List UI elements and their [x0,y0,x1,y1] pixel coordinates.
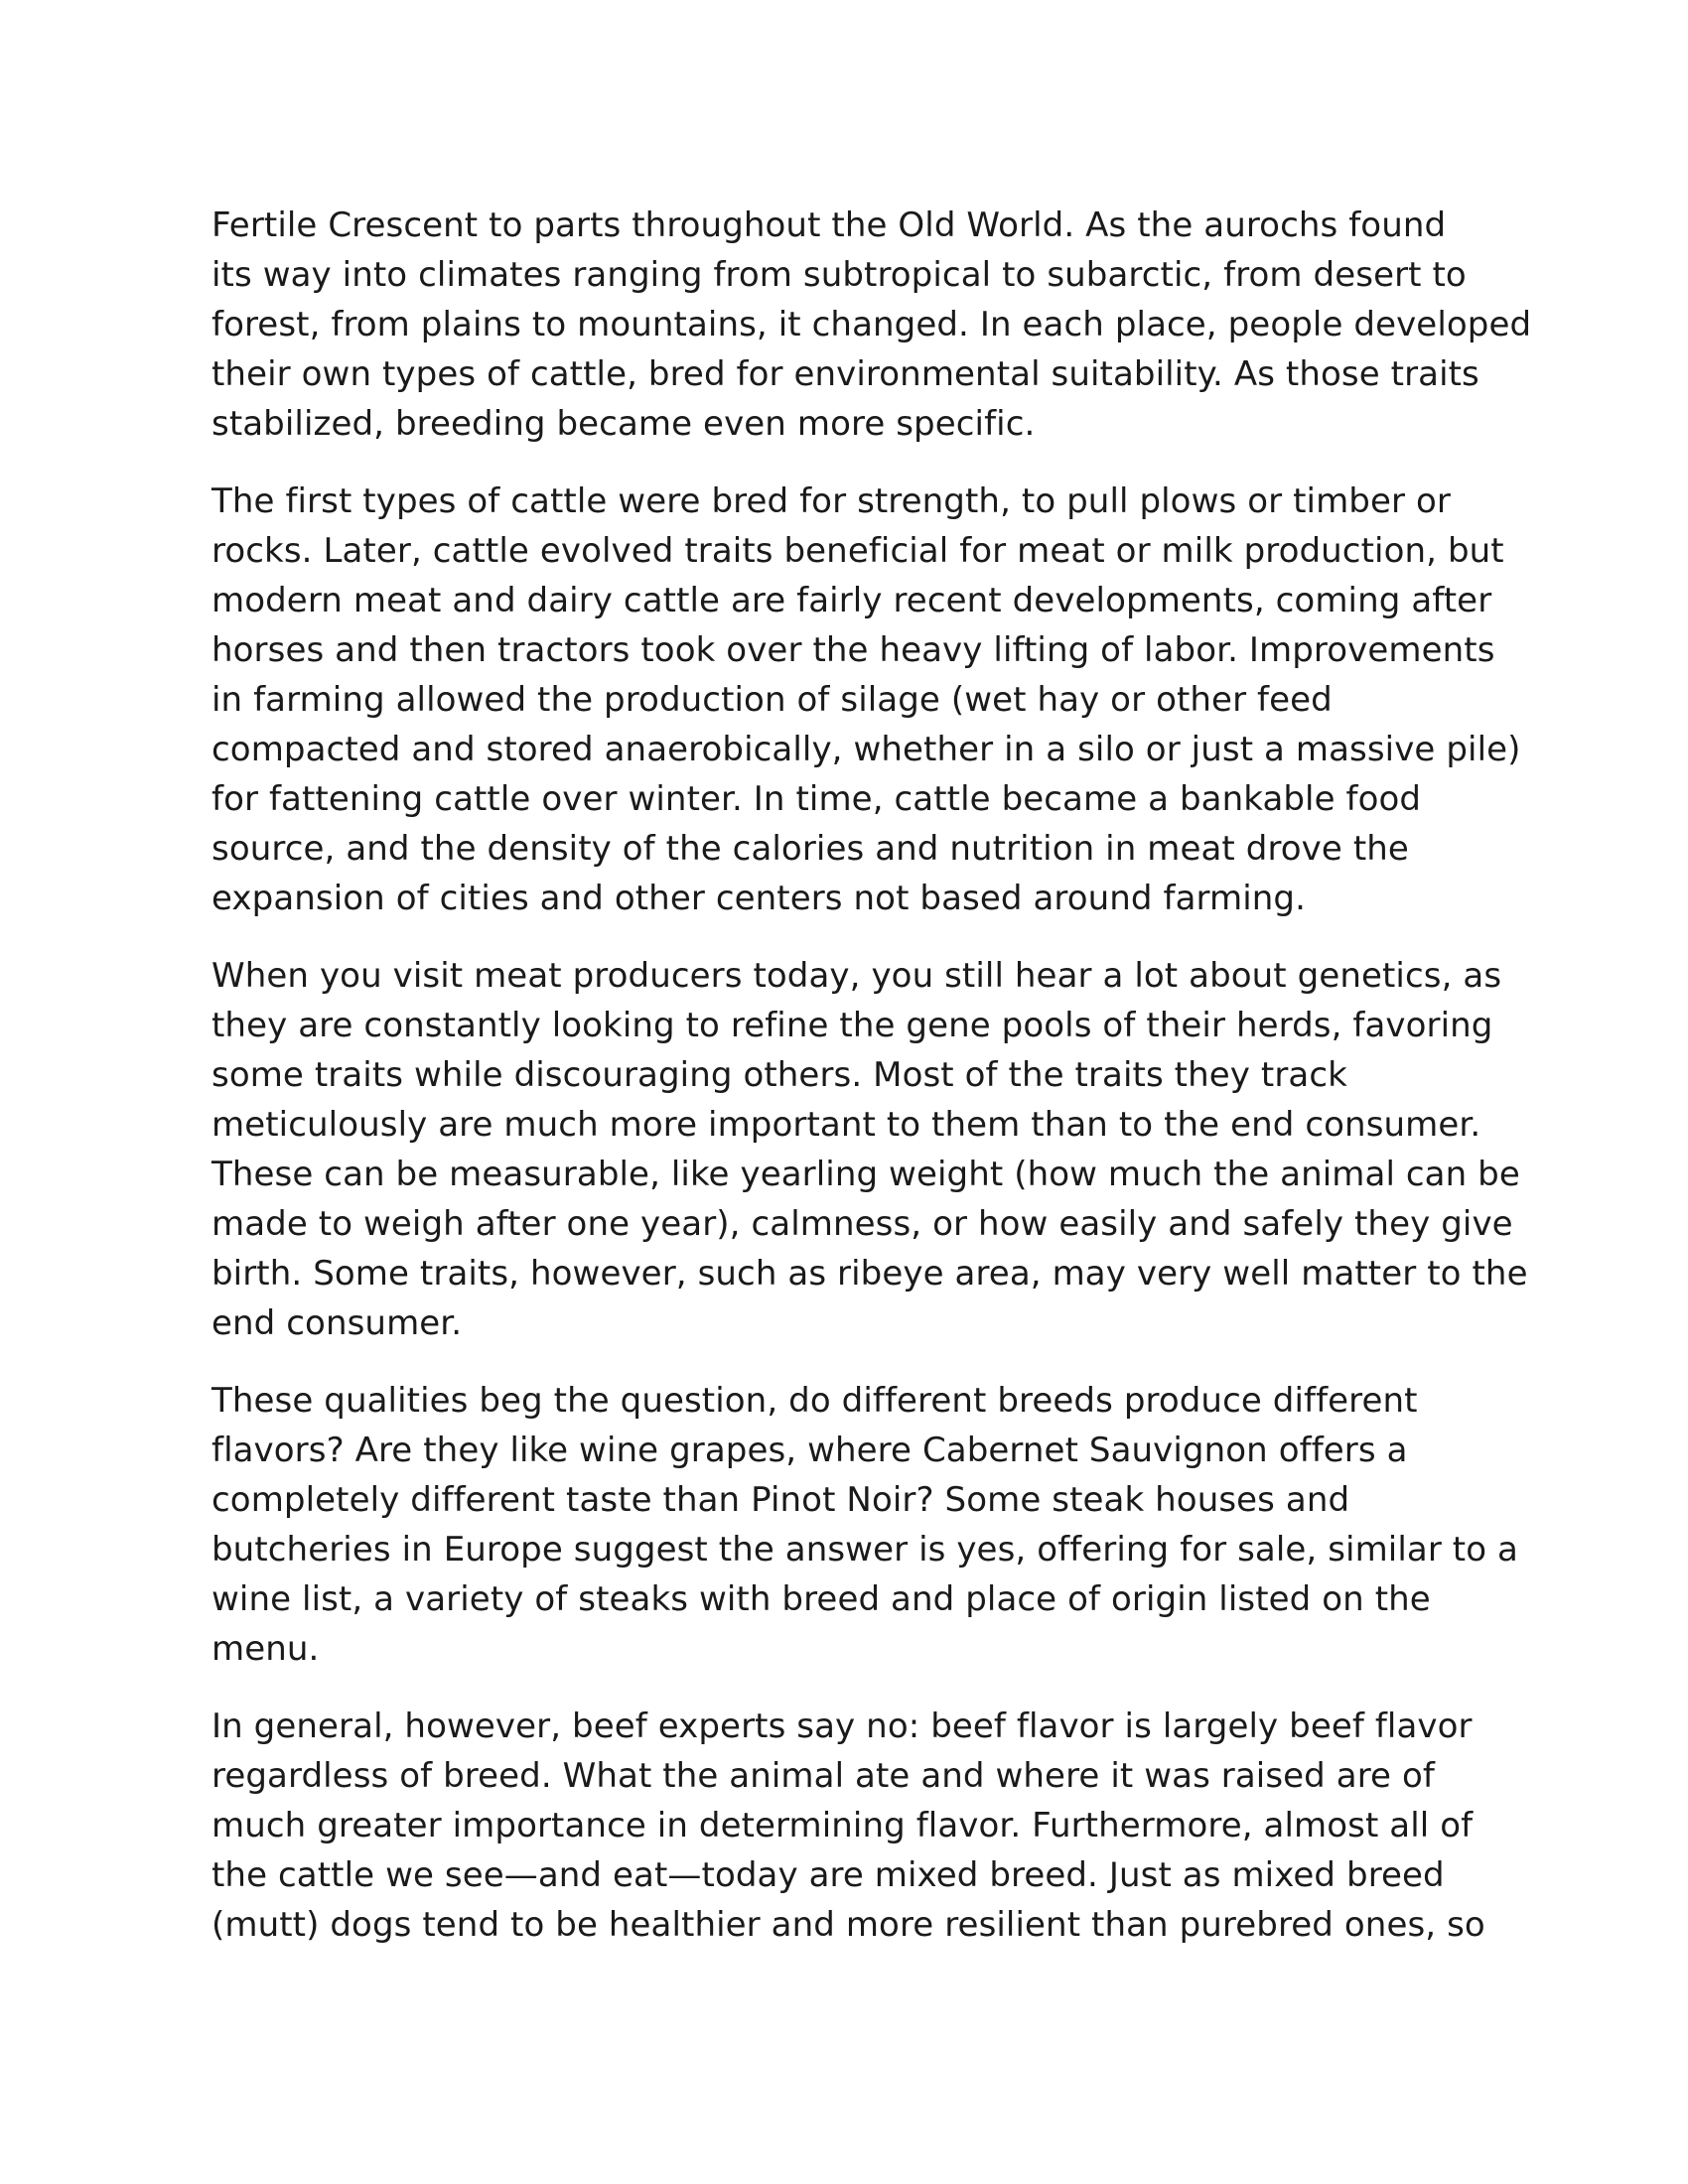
text-line: butcheries in Europe suggest the answer is yes, offering for sale, similar to a [211,1530,1518,1570]
text-line: regardless of breed. What the animal ate and where it was raised are of [211,1756,1435,1796]
text-line: These can be measurable, like yearling weight (how much the animal can be [211,1155,1520,1194]
text-line: much greater importance in determining flavor. Furthermore, almost all of [211,1806,1474,1845]
paragraph-2 [211,477,1521,923]
text-line: flavors? Are they like wine grapes, where Cabernet Sauvignon offers a [211,1431,1408,1470]
text-line: its way into climates ranging from subtropical to subarctic, from desert to [211,255,1467,295]
text-line: stabilized, breeding became even more specific. [211,404,1036,444]
text-line: made to weigh after one year), calmness, or how easily and safely they give [211,1204,1513,1244]
text-line: they are constantly looking to refine the gene pools of their herds, favoring [211,1006,1493,1045]
text-line: expansion of cities and other centers not based around farming. [211,879,1307,918]
text-line: their own types of cattle, bred for environmental suitability. As those traits [211,354,1479,394]
text-line: menu. [211,1629,320,1669]
paragraph-3 [211,951,1528,1348]
text-line: for fattening cattle over winter. In time, cattle became a bankable food [211,779,1422,819]
text-line: horses and then tractors took over the heavy lifting of labor. Improvements [211,630,1495,670]
paragraph-1 [211,201,1532,449]
text-line: wine list, a variety of steaks with breed and place of origin listed on the [211,1579,1431,1619]
text-line: end consumer. [211,1303,463,1343]
body-text [211,201,1532,1978]
text-line: meticulously are much more important to them than to the end consumer. [211,1105,1481,1145]
text-line: source, and the density of the calories and nutrition in meat drove the [211,829,1409,869]
text-line: some traits while discouraging others. Most of the traits they track [211,1055,1347,1095]
text-line: Fertile Crescent to parts throughout the Old World. As the aurochs found [211,205,1447,245]
text-line: birth. Some traits, however, such as ribeye area, may very well matter to the [211,1254,1528,1294]
text-line: These qualities beg the question, do different breeds produce different [211,1381,1418,1421]
text-line: completely different taste than Pinot Noir? Some steak houses and [211,1480,1350,1520]
text-line: When you visit meat producers today, you still hear a lot about genetics, as [211,956,1502,996]
text-line: The first types of cattle were bred for strength, to pull plows or timber or [211,481,1451,521]
text-line: forest, from plains to mountains, it changed. In each place, people developed [211,305,1532,344]
text-line: in farming allowed the production of silage (wet hay or other feed [211,680,1333,720]
text-line: compacted and stored anaerobically, whether in a silo or just a massive pile) [211,730,1521,769]
text-line: rocks. Later, cattle evolved traits beneficial for meat or milk production, but [211,531,1504,571]
text-line: (mutt) dogs tend to be healthier and more resilient than purebred ones, so [211,1905,1485,1945]
paragraph-5 [211,1702,1502,1950]
text-line: In general, however, beef experts say no: beef flavor is largely beef flavor [211,1706,1473,1746]
paragraph-4 [211,1376,1518,1674]
text-line: the cattle we see—and eat—today are mixed breed. Just as mixed breed [211,1855,1445,1895]
text-line: modern meat and dairy cattle are fairly recent developments, coming after [211,581,1492,620]
